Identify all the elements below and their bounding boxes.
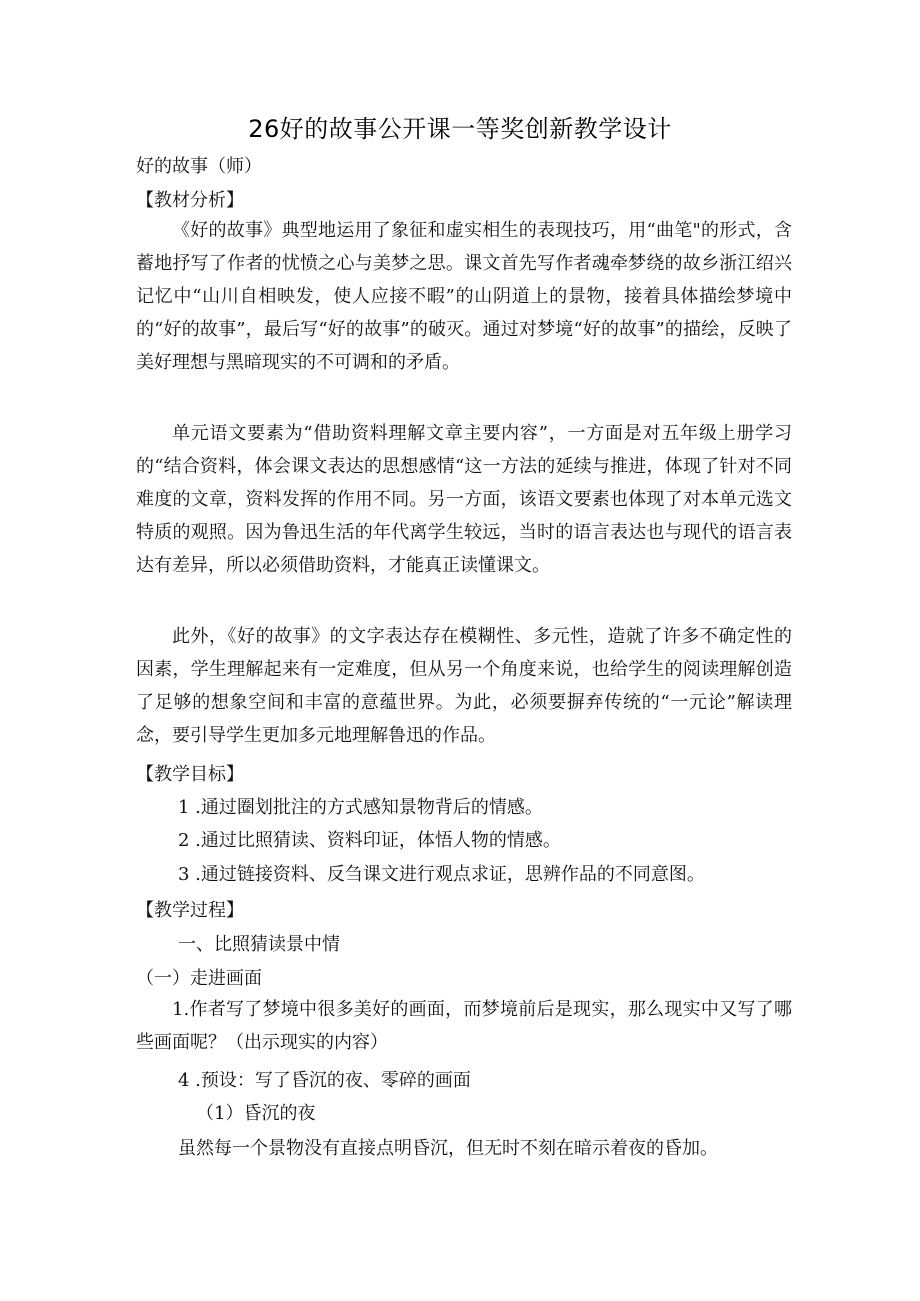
analysis-heading: 【教材分析】	[136, 190, 244, 211]
goal-item-1: 1 .通过圈划批注的方式感知景物背后的情感。	[178, 797, 543, 818]
goal-item-2: 2 .通过比照猜读、资料印证，体悟人物的情感。	[178, 830, 561, 851]
analysis-paragraph-2	[136, 417, 792, 582]
analysis-paragraph-3	[136, 620, 792, 752]
paragraph-text: 单元语文要素为“借助资料理解文章主要内容”，一方面是对五年级上册学习的“结合资料，体会课文表达的思想感情“这一方法的延续与推进，体现了针对不同难度的文章，资料发挥的作用不同。另一方面，该语文要素也体现了对本单元选文特质的观照。因为鲁迅生活的年代离学生较远，当时的语言表达也与现代的语言表达有差异，所以必须借助资料，才能真正读懂课文。	[136, 423, 792, 576]
analysis-paragraph-1	[136, 214, 792, 379]
process-substep-1: （一）走进画面	[136, 968, 262, 989]
process-heading: 【教学过程】	[136, 900, 244, 921]
process-last-line: 虽然每一个景物没有直接点明昏沉，但无时不刻在暗示着夜的昏加。	[178, 1138, 718, 1159]
goals-heading: 【教学目标】	[136, 764, 244, 785]
document-subtitle: 好的故事（师）	[136, 156, 262, 177]
paragraph-text: 此外，《好的故事》的文字表达存在模糊性、多元性，造就了许多不确定性的因素，学生理解起来有一定难度，但从另一个角度来说，也给学生的阅读理解创造了足够的想象空间和丰富的意蕴世界。为此，必须要摒弃传统的“一元论”解读理念，要引导学生更加多元地理解鲁迅的作品。	[136, 626, 792, 746]
document-title: 26好的故事公开课一等奖创新教学设计	[248, 115, 672, 143]
process-step-1: 一、比照猜读景中情	[178, 934, 340, 955]
goal-item-3: 3 .通过链接资料、反刍课文进行观点求证，思辨作品的不同意图。	[178, 864, 705, 885]
paragraph-text: 1.作者写了梦境中很多美好的画面，而梦境前后是现实，那么现实中又写了哪些画面呢？（出示现实的内容）	[136, 999, 792, 1053]
process-subitem-1: （1）昏沉的夜	[196, 1103, 316, 1124]
paragraph-text: 《好的故事》典型地运用了象征和虚实相生的表现技巧，用“曲笔"的形式，含蓄地抒写了作者的忧愤之心与美梦之思。课文首先写作者魂牵梦绕的故乡浙江绍兴记忆中“山川自相映发，使人应接不暇”的山阴道上的景物，接着具体描绘梦境中的“好的故事”，最后写“好的故事”的破灭。通过对梦境“好的故事”的描绘，反映了美好理想与黑暗现实的不可调和的矛盾。	[136, 220, 792, 373]
process-question-1	[136, 993, 792, 1059]
process-preset: 4 .预设：写了昏沉的夜、零碎的画面	[178, 1070, 471, 1091]
